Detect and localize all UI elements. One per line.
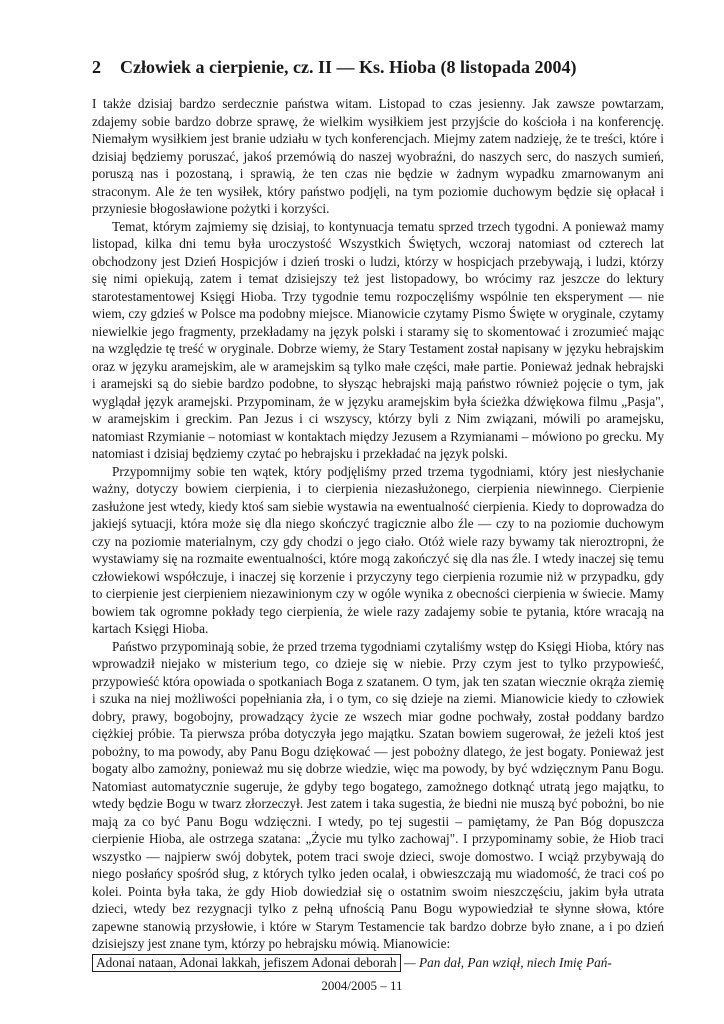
paragraph-continuation	[92, 954, 664, 972]
paragraph-1: I także dzisiaj bardzo serdecznie państwa witam. Listopad to czas jesienny. Jak zawsze powtarzam, zdajemy sobie bardzo dobrze sprawę, że wielkim wysiłkiem jest przyjście do kościoła i na konferencję. Niemałym wysiłkiem jest branie udziału w tych konferencjach. Miejmy zatem nadzieję, że te treści, które i dzisiaj będziemy poruszać, jakoś przemówią do naszej wyobraźni, do naszych serc, do naszych sumień, poruszą nas i pozostaną, i sprawią, że ten czas nie będzie w żadnym wypadku zmarnowanym ani straconym. Ale że ten wysiłek, który państwo podjęli, na tym poziomie duchowym będzie się opłacał i przyniesie błogosławione pożytki i korzyści.	[92, 96, 664, 216]
paragraph-2: Temat, którym zajmiemy się dzisiaj, to kontynuacja tematu sprzed trzech tygodni. A ponieważ mamy listopad, kilka dni temu była uroczystość Wszystkich Świętych, wczoraj natomiast od czterech lat obchodzony jest Dzień Hospicjów i dzień troski o ludzi, którzy w hospicjach przebywają, i ludzi, którzy się nimi opiekują, zatem i temat dzisiejszy też jest listopadowy, bo wrócimy raz jeszcze do lektury starotestamentowej Księgi Hioba. Trzy tygodnie temu rozpoczęliśmy wspólnie ten eksperyment — nie wiem, czy gdzieś w Polsce ma podobny miejsce. Mianowicie czytamy Pismo Święte w oryginale, czytamy niewielkie jego fragmenty, przekładamy na język polski i staramy się to skomentować i zrozumieć mając na względzie tę treść w oryginale. Dobrze wiemy, że Stary Testament został napisany w języku hebrajskim oraz w języku aramejskim, ale w aramejskim są tylko małe części, małe partie. Ponieważ jednak hebrajski i aramejski są do siebie bardzo podobne, to słysząc hebrajski mają państwo również pojęcie o tym, jak wyglądał język aramejski. Przypominam, że w języku aramejskim była ścieżka dźwiękowa filmu „Pasja", w aramejskim i greckim. Pan Jezus i ci wszyscy, którzy byli z Nim związani, mówili po aramejsku, natomiast Rzymianie – notomiast w kontaktach między Jezusem a Rzymianami – mówiono po grecku. My natomiast i dzisiaj będziemy czytać po hebrajsku i przekładać na język polski.	[92, 218, 664, 461]
page-footer: 2004/2005 – 11	[321, 978, 403, 993]
paragraph-3: Przypomnijmy sobie ten wątek, który podjęliśmy przed trzema tygodniami, który jest niesłychanie ważny, dotyczy bowiem cierpienia, i to cierpienia niezasłużonego, cierpienia niewinnego. Cierpienie zasłużone jest wtedy, kiedy ktoś sam siebie wystawia na ewentualność cierpienia. Kiedy to doprowadza do jakiejś sytuacji, która może się dla niego skończyć tragicznie albo źle — czy to na poziomie duchowym czy na poziomie materialnym, czy gdy chodzi o jego ciało. Otóż wiele razy bywamy tak nieroztropni, że wystawiamy się na rozmaite ewentualności, które mogą zakończyć się dla nas źle. I wtedy inaczej się temu człowiekowi współczuje, i inaczej się korzenie i przyczyny tego cierpienia rozumie niż w przypadku, gdy to cierpienie jest cierpieniem niezawinionym czy w ogóle wynika z obecności cierpienia w świecie. Mamy bowiem tak ogromne pokłady tego cierpienia, że wiele razy zadajemy sobie te pytania, które wracają na kartach Księgi Hioba.	[92, 463, 664, 636]
body-text	[92, 95, 664, 972]
translation-fragment: — Pan dał, Pan wziął, niech Imię Pań-	[403, 954, 612, 970]
section-title: Człowiek a cierpienie, cz. II — Ks. Hioba (8 listopada 2004)	[120, 57, 577, 77]
hebrew-transliteration-box: Adonai nataan, Adonai lakkah, jefiszem Adonai deborah	[92, 954, 401, 972]
paragraph-4: Państwo przypominają sobie, że przed trzema tygodniami czytaliśmy wstęp do Księgi Hioba, który nas wprowadził niejako w misterium tego, co dzieje się w niebie. Przy czym jest to tylko przypowieść, przypowieść która opowiada o spotkaniach Boga z szatanem. O tym, jak ten szatan wiecznie okrąża ziemię i szuka na niej możliwości popełniania zła, i o tym, co się dzieje na ziemi. Mianowicie kiedy to człowiek dobry, prawy, bogobojny, prowadzący życie ze wszech miar godne pochwały, został poddany bardzo ciężkiej próbie. Ta pierwsza próba dotyczyła jego majątku. Szatan bowiem sugerował, że jeżeli ktoś jest pobożny, to ma powody, aby Panu Bogu dziękować — jest pobożny dlatego, że jest bogaty. Ponieważ jest bogaty albo zamożny, ponieważ mu się dobrze wiedzie, więc ma powody, by być wdzięcznym Panu Bogu. Natomiast automatycznie sugeruje, że gdyby tego bogatego, zamożnego dotknąć utratą jego majątku, to wtedy będzie Bogu w twarz złorzeczył. Jest zatem i taka sugestia, że biedni nie muszą być pobożni, bo nie mają za co być Panu Bogu wdzięczni. I wtedy, po tej sugestii – pamiętamy, że Pan Bóg dopuszcza cierpienie Hioba, ale ostrzega szatana: „Życie mu tylko zachowaj". I przypominamy sobie, że Hiob traci wszystko — najpierw swój dobytek, potem traci swoje dzieci, swoje domostwo. I wciąż przybywają do niego posłańcy spośród sług, z których tylko jeden ocalał, i obwieszczają mu wiadomość, że traci coś po kolei. Pointa była taka, że gdy Hiob dowiedział się o ostatnim swoim nieszczęściu, jakim była utrata dzieci, wtedy bez rezygnacji tylko z pełną ufnością Panu Bogu wypowiedział te słynne słowa, które zapewne stanowią przysłowie, i które w Starym Testamencie tak bardzo dobrze było znane, a i po dzień dzisiejszy jest znane tym, którzy po hebrajsku mówią. Mianowicie:	[92, 638, 664, 951]
section-heading	[92, 56, 652, 78]
section-number: 2	[92, 57, 101, 77]
